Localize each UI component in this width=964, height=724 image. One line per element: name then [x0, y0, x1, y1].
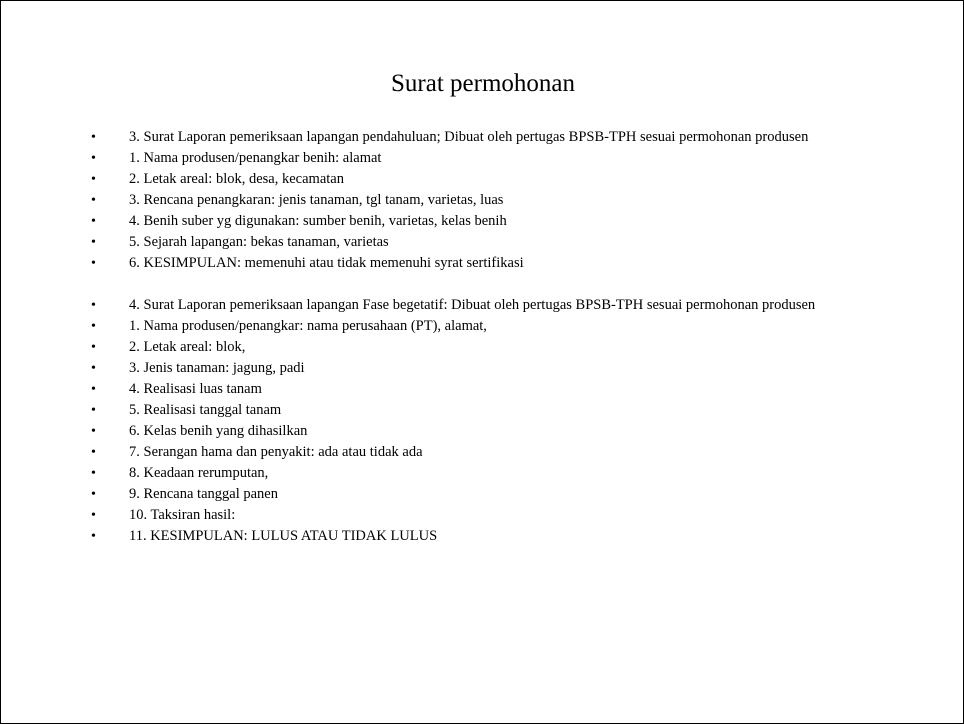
list-item-text: 6. Kelas benih yang dihasilkan [129, 423, 308, 439]
list-item-text: 3. Rencana penangkaran: jenis tanaman, tgl tanam, varietas, luas [129, 192, 504, 208]
bullet-icon: • [91, 445, 96, 460]
bullet-icon: • [91, 529, 96, 544]
list-item-text: 10. Taksiran hasil: [129, 507, 236, 523]
list-item-text: 7. Serangan hama dan penyakit: ada atau tidak ada [129, 444, 423, 460]
list-item-text: 1. Nama produsen/penangkar: nama perusahaan (PT), alamat, [129, 318, 487, 334]
bullet-icon: • [91, 172, 96, 187]
bullet-icon: • [91, 130, 96, 145]
bullet-icon: • [91, 256, 96, 271]
bullet-icon: • [91, 382, 96, 397]
bullet-icon: • [91, 193, 96, 208]
list-item-text: 2. Letak areal: blok, [129, 339, 246, 355]
list-item-text: 3. Jenis tanaman: jagung, padi [129, 360, 305, 376]
list-item-text: 3. Surat Laporan pemeriksaan lapangan pendahuluan; Dibuat oleh pertugas BPSB-TPH sesuai permohonan produsen [129, 129, 809, 145]
slide-title: Surat permohonan [391, 70, 575, 97]
bullet-icon: • [91, 508, 96, 523]
bullet-icon: • [91, 487, 96, 502]
list-item-text: 1. Nama produsen/penangkar benih: alamat [129, 150, 382, 166]
list-item-text: 4. Surat Laporan pemeriksaan lapangan Fase begetatif: Dibuat oleh pertugas BPSB-TPH sesuai permohonan produsen [129, 297, 816, 313]
bullet-icon: • [91, 403, 96, 418]
list-item-text: 4. Benih suber yg digunakan: sumber benih, varietas, kelas benih [129, 213, 507, 229]
list-item-text: 8. Keadaan rerumputan, [129, 465, 269, 481]
bullet-icon: • [91, 424, 96, 439]
bullet-icon: • [91, 319, 96, 334]
list-item-text: 6. KESIMPULAN: memenuhi atau tidak memenuhi syrat sertifikasi [129, 255, 524, 271]
bullet-icon: • [91, 151, 96, 166]
bullet-icon: • [91, 235, 96, 250]
list-item-text: 2. Letak areal: blok, desa, kecamatan [129, 171, 344, 187]
list-item-text: 5. Realisasi tanggal tanam [129, 402, 282, 418]
bullet-icon: • [91, 466, 96, 481]
list-item-text: 9. Rencana tanggal panen [129, 486, 278, 502]
list-item-text: 11. KESIMPULAN: LULUS ATAU TIDAK LULUS [129, 528, 438, 544]
bullet-icon: • [91, 214, 96, 229]
list-item-text: 5. Sejarah lapangan: bekas tanaman, varietas [129, 234, 389, 250]
bullet-icon: • [91, 361, 96, 376]
bullet-icon: • [91, 298, 96, 313]
list-item-text: 4. Realisasi luas tanam [129, 381, 262, 397]
bullet-icon: • [91, 340, 96, 355]
